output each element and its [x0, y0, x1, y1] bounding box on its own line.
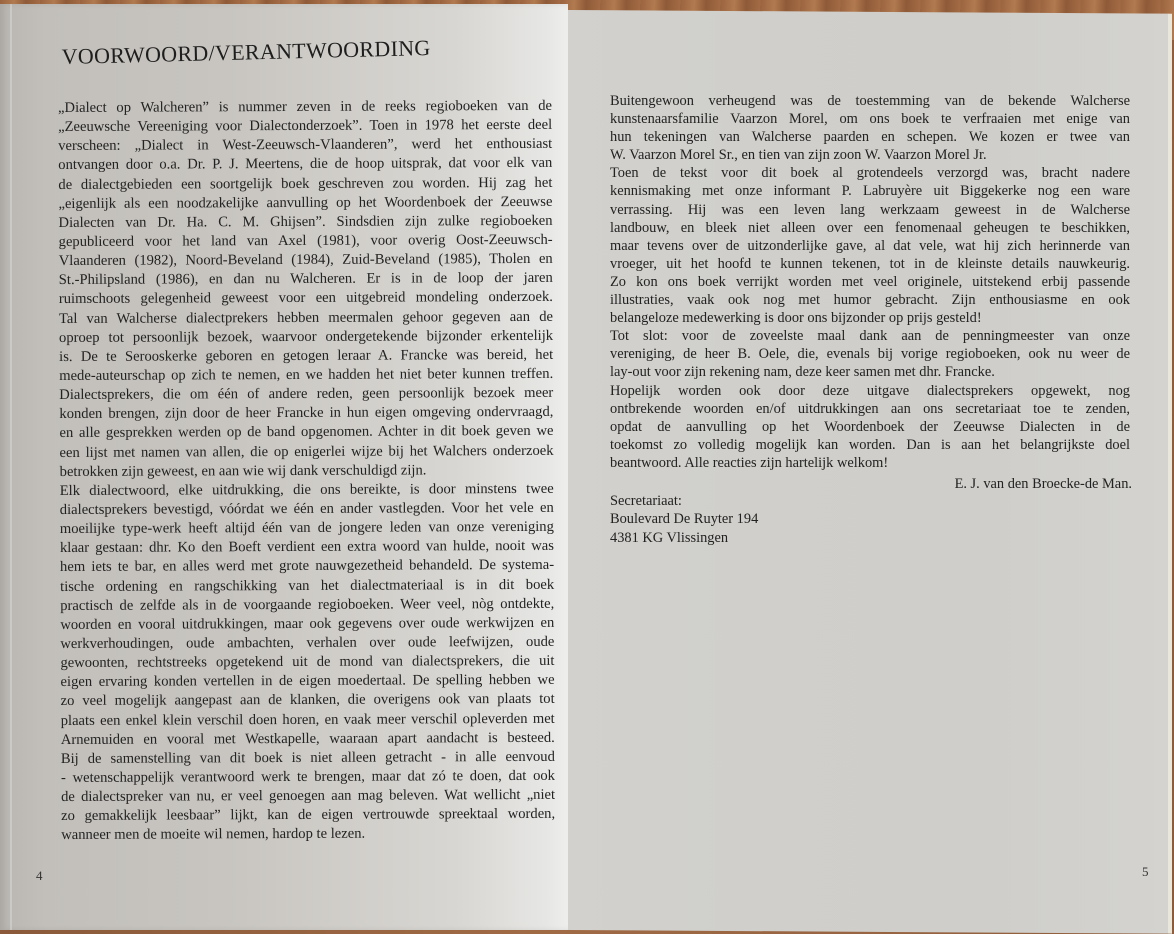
secretariat-address [610, 492, 758, 547]
text-line: ontbrekende woorden en/of uitdrukkingen aan ons secretariaat toe te zenden, [610, 400, 1130, 417]
text-line: maar tevens over de uitzonderlijke gave, al dat vele, wat hij zich herinnerde van [610, 237, 1130, 254]
left-page-body [58, 97, 555, 846]
address-label: Secretariaat: [610, 493, 682, 509]
text-line: de dialectspreker van nu, er veel genoegen aan mag beleven. Wat wellicht „niet [61, 786, 556, 806]
text-line: belangeloze medewerking is door ons bijzonder op prijs gesteld! [610, 310, 982, 327]
text-line: Hopelijk worden ook door deze uitgave dialectsprekers opgewekt, nog [610, 382, 1130, 399]
address-street: Boulevard De Ruyter 194 [610, 511, 759, 528]
text-line: de dialectgebieden een soortgelijk boek geschreven zou worden. Hij zag het [58, 174, 553, 193]
text-line: opdat de aanvulling op het Woordenboek der Zeeuwse Dialecten in de [610, 418, 1130, 435]
text-line: gewoonten, rechtstreeks opgetekend uit de mond van dialectsprekers, die uit [60, 652, 555, 672]
text-line: zo veel mogelijk aangepast aan de klanken, die overigens ook van plaats tot [60, 691, 555, 710]
text-line: St.-Philipsland (1986), en dan nu Walcheren. Er is in de loop der jaren [58, 270, 553, 289]
signature: E. J. van den Broecke-de Man. [954, 476, 1132, 492]
right-page-body [610, 92, 1130, 472]
text-line: betrokken zijn geweest, en aan wie wij dank verschuldigd zijn. [59, 462, 427, 480]
text-line: woorden en vooral uitdrukkingen, maar ook gegevens over oude werkwijzen en [60, 614, 555, 633]
text-line: een lijst met namen van allen, die op enigerlei wijze bij het Walchers onderzoek [59, 442, 554, 461]
text-line: klaar gestaan: dhr. Ko den Boeft verdient een extra woord van hulde, nooit was [59, 538, 554, 557]
text-line: hem iets te bar, en alles werd met grote nauwgezetheid behandeld. De systema- [60, 557, 555, 576]
text-line: „Dialect op Walcheren” is nummer zeven in de reeks regioboeken van de [58, 97, 553, 116]
text-line: practisch de zelfde als in de voorgaande regioboeken. Weer veel, nòg ontdekte, [60, 595, 555, 614]
text-line: verscheen: „Dialect in West-Zeeuwsch-Vlaanderen”, werd het enthousiast [58, 136, 553, 155]
text-line: „Zeeuwsche Vereeniging voor Dialectonderzoek”. Toen in 1978 het eerste deel [58, 116, 553, 136]
text-line: Dialectsprekers, die om één of andere reden, geen persoonlijk bezoek meer [59, 384, 554, 404]
page-title: VOORWOORD/VERANTWOORDING [61, 34, 431, 70]
text-line: - wetenschappelijk verantwoord werk te brengen, maar dat zó te doen, dat ook [60, 767, 555, 786]
text-line: lay-out voor zijn rekening nam, deze keer samen met dhr. Francke. [610, 364, 995, 381]
text-line: zo gemakkelijk leesbaar” lijkt, kan de eigen vertrouwde spreektaal worden, [61, 806, 556, 825]
text-line: hun tekeningen van Walcherse paarden en schepen. We kozen er twee van [610, 129, 1130, 146]
text-line: Dialecten van Dr. Ha. C. M. Ghijsen”. Sindsdien zijn zulke regioboeken [58, 212, 553, 231]
text-line: Tot slot: voor de zoveelste maal dank aan de penningmeester van onze [610, 328, 1130, 345]
address-city: 4381 KG Vlissingen [610, 529, 729, 546]
text-line: ruimschoots gelegenheid geweest voor een uitgebreid mondeling onderzoek. [58, 289, 553, 308]
text-line: Arnemuiden en vooral met Westkapelle, waaraan apart aandacht is besteed. [60, 729, 555, 748]
text-line: eigen ervaring konden vertellen in de eigen moedertaal. De spelling hebben we [60, 672, 555, 691]
text-line: Elk dialectwoord, elke uitdrukking, die ons bereikte, is door minstens twee [59, 480, 554, 499]
text-line: landbouw, en bleek niet alleen over een fenomenaal geheugen te beschikken, [610, 219, 1130, 236]
text-line: vroeger, uit het hoofd te kunnen tekenen, tot in de kleinste details nauwkeurig. [610, 255, 1130, 272]
text-line: ontvangen door o.a. Dr. P. J. Meertens, die de hoop uitsprak, dat voor elk van [58, 155, 553, 174]
text-line: werkverhoudingen, oude ambachten, verhalen over oude leefwijzen, oude [60, 633, 555, 652]
text-line: toekomst zo volledig mogelijk kan worden. Dan is aan het belangrijkste doel [610, 436, 1130, 453]
text-line: verrassing. Hij was een leven lang werkzaam geweest in de Walcherse [610, 201, 1130, 218]
text-line: is. De te Serooskerke geboren en getogen leraar A. Francke was bereid, het [59, 346, 554, 365]
page-number-right: 5 [1142, 864, 1149, 879]
text-line: plaats een enkel klein verschil doen horen, en vaak meer verschil opleverden met [60, 710, 555, 729]
left-page [0, 4, 568, 930]
text-line: gepubliceerd voor het land van Axel (1981), voor overig Oost-Zeeuwsch- [58, 231, 553, 250]
text-line: oproep tot persoonlijk bezoek, waarvoor ondergetekende bijzonder erkentelijk [59, 327, 554, 346]
text-line: illustraties, vaak ook nog met humor gebracht. Zijn enthousiasme en ook [610, 292, 1130, 309]
text-line: kunstenaarsfamilie Vaarzon Morel, om ons boek te verfraaien met enige van [610, 111, 1130, 128]
page-number-left: 4 [36, 868, 43, 883]
text-line: Bij de samenstelling van dit boek is niet alleen getracht - in alle eenvoud [60, 748, 555, 767]
text-line: W. Vaarzon Morel Sr., en tien van zijn zoon W. Vaarzon Morel Jr. [610, 147, 987, 164]
text-line: dialectsprekers bevestigd, vóórdat we één en ander vastlegden. Voor het vele en [59, 499, 554, 518]
text-line: en alle gesprekken werden op de band opgenomen. Achter in dit boek geven we [59, 423, 554, 442]
text-line: vereniging, de heer B. Oele, die, evenals bij vorige regioboeken, ook nu weer de [610, 346, 1130, 363]
text-line: Buitengewoon verheugend was de toestemming van de bekende Walcherse [610, 93, 1130, 109]
text-line: Toen de tekst voor dit boek al grotendeels verzorgd was, bracht nadere [610, 165, 1130, 182]
text-line: tische ordening en rangschikking van het dialectmateriaal is in dit boek [60, 576, 555, 595]
text-line: wanneer men de moeite wil nemen, hardop te lezen. [61, 826, 366, 844]
text-line: Zo kon ons boek verrijkt worden met veel originele, uitstekend erbij passende [610, 273, 1130, 290]
text-line: konden brengen, zijn door de heer Francke in hun eigen omgeving ondervraagd, [59, 404, 554, 423]
text-line: „eigenlijk als een noodzakelijke aanvulling op het Woordenboek der Zeeuwse [58, 193, 553, 212]
text-line: Tal van Walcherse dialectprekers hebben meermalen gehoor gegeven aan de [58, 308, 553, 327]
text-line: beantwoord. Alle reacties zijn hartelijk welkom! [610, 454, 889, 471]
text-line: kennismaking met onze informant P. Labruyère uit Biggekerke nog een ware [610, 183, 1130, 200]
text-line: Vlaanderen (1982), Noord-Beveland (1984), Zuid-Beveland (1985), Tholen en [58, 250, 553, 270]
text-line: moeilijke type-werk heeft altijd één van de jongere leden van onze vereniging [59, 518, 554, 538]
text-line: mede-auteurschap op zich te nemen, en we hadden het niet beter kunnen treffen. [59, 365, 554, 384]
